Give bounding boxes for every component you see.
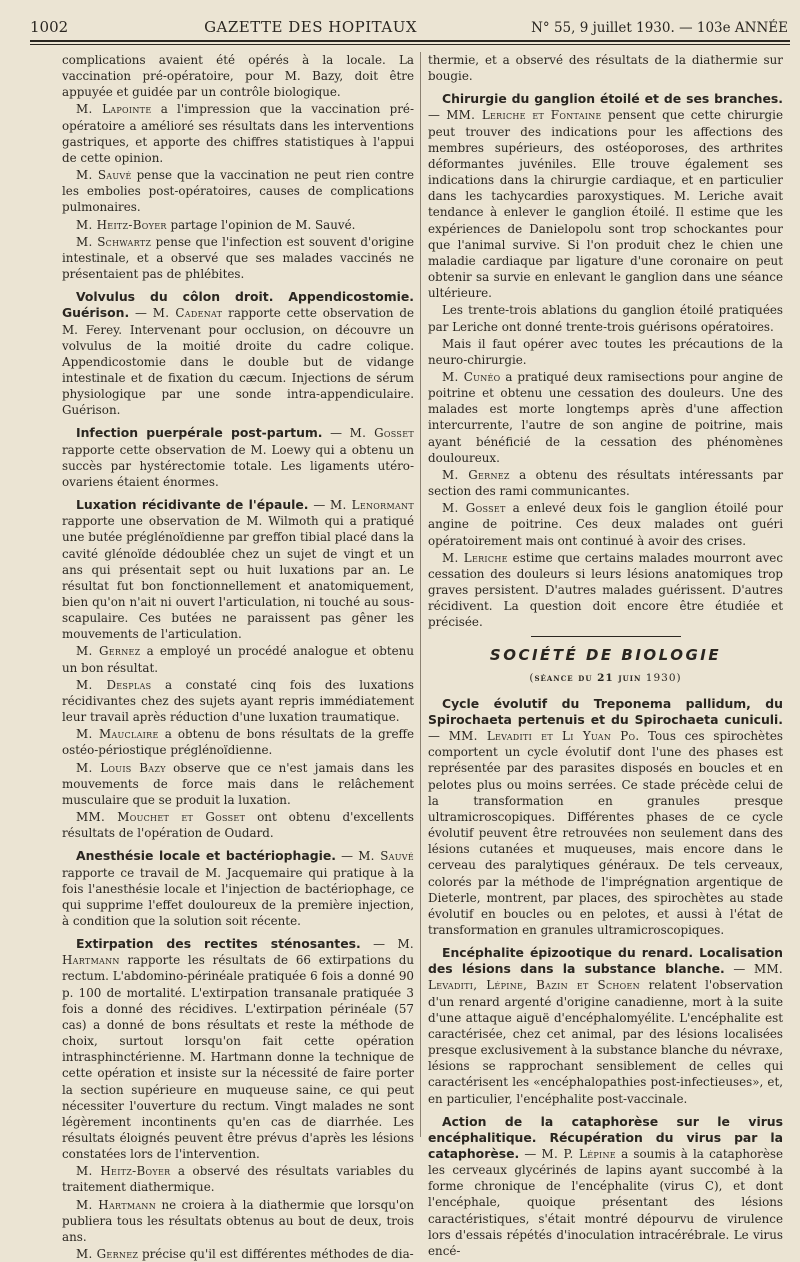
section-title: Cycle évolutif du Treponema pallidum, du Spirochaeta pertenuis et du Spirochaeta cuniculi. — [428, 695, 783, 727]
section-rule — [531, 636, 681, 637]
issue-info: N° 55, 9 juillet 1930. — 103e ANNÉE — [531, 20, 788, 36]
paragraph — [428, 500, 783, 548]
section — [428, 696, 783, 938]
paragraph-text: a observé des résultats variables du traitement diathermique. — [62, 1164, 414, 1195]
author-name: M. Mauclaire — [76, 727, 159, 742]
dash: — — [129, 306, 153, 321]
author-name: M. P. Lépine — [541, 1147, 616, 1161]
section-text: . Tous ces spirochètes comportent un cycle évolutif dont l'une des phases est représentée par des parasites disposés en boucles et en pelotes plus ou moins serrées. Ce stade précède celui de la transformation en granules presque ultramicroscopiques. Différentes phases de ce cycle évolutif peuvent être retrouvées non seulement dans des lésions cutanées et muqueuses, mais encore dans le cerveau des paralytiques généraux. De tels cerveaux, colorés par la méthode de l'imprégnation argentique de Dieterle, montrent, par places, des spirochètes au stade évolutif en boucles ou en pelotes, et aussi à l'état de transformation en granules ultramicroscopiques. — [428, 729, 783, 937]
column-divider — [420, 52, 421, 1137]
paragraph — [62, 167, 414, 215]
paragraph-text: pense que la vaccination ne peut rien contre les embolies post-opératoires, causes de complications pulmonaires. — [62, 168, 414, 215]
paragraph — [62, 643, 414, 675]
section — [428, 91, 783, 301]
paren: ( — [529, 671, 535, 684]
section — [62, 497, 414, 642]
section-title: Anesthésie locale et bactériophagie. — [76, 848, 336, 864]
page-number: 1002 — [30, 18, 69, 36]
section-title: Infection puerpérale post-partum. — [76, 425, 323, 441]
section — [428, 1114, 783, 1259]
paragraph-text: observe que ce n'est jamais dans les mouvements de force mais dans le relâchement musculaire que se produit la luxation. — [62, 760, 414, 807]
section-title: Chirurgie du ganglion étoilé et de ses branches. — [442, 91, 783, 107]
section-title: Volvulus du côlon droit. Appendicostomie. Guérison. — [62, 289, 414, 321]
author-name: M. Schwartz — [76, 234, 152, 249]
author-name: M. Hartmann — [62, 937, 415, 968]
author-name: M. Heitz-Boyer — [76, 1164, 171, 1179]
dash: — — [335, 849, 359, 864]
section-title: Encéphalite épizootique du renard. Localisation des lésions dans la substance blanche. — [428, 945, 783, 977]
dash: — — [519, 1147, 542, 1161]
section-text: rapporte cette observation de M. Loewy qui a obtenu un succès par hystérectomie totale. Les ligaments utéro-ovariens étaient énormes. — [62, 442, 414, 489]
paragraph — [62, 760, 414, 808]
paragraph — [428, 369, 783, 466]
dash: — — [428, 729, 449, 744]
session-date: séance du 21 juin — [534, 671, 642, 684]
author-name: M. Gernez — [76, 1247, 139, 1262]
dash: — — [428, 108, 447, 123]
society-subtitle — [428, 670, 783, 686]
section-text: rapporte une observation de M. Wilmoth qui a pratiqué une butée préglénoïdienne par greffon tibial placé dans la cavité glénoïde dédoublée chez un sujet de vingt et un ans qui présentait sept ou huit luxations par an. Le résultat fut bon fonctionnellement et anatomiquement, bien qu'on n'ait ni ouvert l'articulation, ni touché au sous-scapulaire. Ces butées ne paraissent pas gêner les mouvements de l'articulation. — [62, 514, 414, 642]
page-header — [30, 10, 788, 36]
paragraph: complications avaient été opérés à la locale. La vaccination pré-opératoire, pour M. Bazy, doit être appuyée et guidée par un contrôle biologique. — [62, 53, 414, 100]
author-name: MM. Levaditi, Lépine, Bazin et Schoen — [428, 962, 783, 993]
dash: — — [724, 962, 754, 977]
author-name: MM. Mouchet et Gosset — [76, 810, 246, 825]
section — [62, 425, 414, 490]
society-title: SOCIÉTÉ DE BIOLOGIE — [489, 646, 722, 665]
author-name: M. Gernez — [442, 467, 510, 482]
paragraph-text: a employé un procédé analogue et obtenu un bon résultat. — [62, 644, 414, 675]
header-rule-thin — [30, 44, 790, 45]
section — [428, 945, 783, 1107]
paragraph — [62, 234, 414, 282]
paragraph-text: précise qu'il est différentes méthodes de dia- — [138, 1247, 414, 1262]
author-name: M. Louis Bazy — [76, 760, 166, 775]
session-year: 1930) — [641, 671, 682, 684]
dash: — — [322, 426, 350, 441]
author-name: M. Gosset — [442, 501, 506, 516]
paragraph-text: ont obtenu d'excellents résultats de l'opération de Oudard. — [62, 810, 414, 841]
section-text: a soumis à la cataphorèse les cerveaux glycérinés de lapins ayant succombé à la forme chronique de l'encéphalite (virus C), et dont l'encéphale, quoique présentant des lésions caractéristiques, s'était montré dépourvu de virulence lors d'essais répétés d'inoculation intracérébrale. Le virus encé- — [428, 1147, 783, 1258]
author-name: M. Heitz-Boyer — [76, 217, 167, 232]
paragraph — [62, 677, 414, 725]
paragraph — [62, 1197, 414, 1245]
section-text: rapporte cette observation de M. Ferey. Intervenant pour occlusion, on découvre un volvulus de la moitié droite du cadre colique. Appendicostomie dans le double but de vidange intestinale et de fixation du cæcum. Injections de sérum physiologique par une sonde intra-appendiculaire. Guérison. — [62, 306, 415, 418]
author-name: M. Desplas — [76, 677, 152, 692]
paragraph-text: partage l'opinion de M. Sauvé. — [166, 217, 356, 232]
author-name: M. Sauvé — [358, 849, 415, 864]
paragraph-text: ne croiera à la diathermie que lorsqu'on publiera tous les résultats obtenus au bout de deux, trois ans. — [62, 1197, 415, 1244]
paragraph-text: a pratiqué deux ramisections pour angine de poitrine et obtenu une cessation des douleurs. Une des malades est morte longtemps après d'une affection intercurrente, l'autre de son angine de poitrine, mais ayant bénéficié de la cessation des phénomènes douloureux. — [428, 369, 783, 465]
paragraph — [62, 726, 414, 758]
author-name: M. Hartmann — [76, 1197, 157, 1212]
paragraph — [62, 101, 414, 166]
author-name: M. Gosset — [349, 426, 414, 441]
author-name: M. Lenormant — [330, 498, 414, 513]
section — [62, 289, 414, 418]
section-title: Luxation récidivante de l'épaule. — [76, 497, 309, 513]
header-rule — [30, 40, 790, 42]
paragraph — [428, 550, 783, 631]
paragraph — [62, 1246, 414, 1262]
paragraph: Mais il faut opérer avec toutes les précautions de la neuro-chirurgie. — [428, 336, 783, 367]
paragraph — [62, 1163, 414, 1195]
section-title: Action de la cataphorèse sur le virus encéphalitique. Récupération du virus par la cataphorèse. — [428, 1113, 783, 1161]
paragraph-text: a obtenu de bons résultats de la greffe ostéo-périostique préglénoïdienne. — [62, 727, 415, 758]
section — [62, 936, 414, 1162]
section-text: pensent que cette chirurgie peut trouver des indications pour les affections des membres supérieurs, des ostéoporoses, des arthrites déformantes juvéniles. Elle trouve également ses indications dans la chirurgie cardiaque, et en particulier dans les tachycardies paroxystiques. M. Leriche avait tendance à enlever le ganglion étoilé. Il estime que les expériences de Danielopolu sont trop schockantes pour que l'animal survive. Si l'on produit chez le chien une maladie cardiaque par ligature d'une coronaire on peut obtenir sa survie en enlevant le ganglion dans une séance ultérieure. — [428, 108, 783, 301]
paragraph: Les trente-trois ablations du ganglion étoilé pratiquées par Leriche ont donné trente-trois guérisons opératoires. — [428, 303, 783, 334]
right-column — [428, 52, 783, 1258]
author-name: M. Gernez — [76, 644, 141, 659]
paragraph — [62, 217, 414, 233]
author-name: M. Cadenat — [152, 306, 223, 321]
paragraph-text: a obtenu des résultats intéressants par section des rami communicantes. — [428, 467, 783, 499]
dash: — — [308, 498, 331, 513]
left-column — [62, 52, 415, 1262]
section — [62, 848, 414, 929]
author-name: M. Cunéo — [442, 369, 501, 384]
author-name: M. Sauvé — [76, 168, 132, 183]
paragraph-text: a enlevé deux fois le ganglion étoilé pour angine de poitrine. Ces deux malades ont guéri opératoirement mais ont continué à avoir des crises. — [428, 501, 783, 548]
paragraph — [62, 809, 414, 841]
section-text: relatent l'observation d'un renard argenté d'origine canadienne, mort à la suite d'une attaque aiguë d'encéphalomyélite. L'encéphalite est caractérisée, chez cet animal, par des lésions localisées presque exclusivement à la substance blanche du névraxe, lésions se rapprochant sensiblement de celles qui caractérisent les «encéphalopathies post-infectieuses», et, en particulier, l'encéphalite post-vaccinale. — [428, 978, 783, 1106]
section-title: Extirpation des rectites sténosantes. — [76, 936, 361, 952]
paragraph — [428, 467, 783, 499]
paragraph-text: estime que certains malades mourront avec cessation des douleurs si leurs lésions anatomiques trop graves persistent. D'autres malades guérissent. D'autres récidivent. La question doit encore être étudiée et précisée. — [428, 550, 783, 630]
section-text: rapporte les résultats de 66 extirpations du rectum. L'abdomino-périnéale pratiquée 6 fois a donné 90 p. 100 de mortalité. L'extirpation transanale pratiquée 3 fois a donné des récidives. L'extirpation périnéale (57 cas) a donné de bons résultats et reste la méthode de choix, surtout lorsqu'on fait cette opération intrasphinctérienne. M. Hartmann donne la technique de cette opération et insiste sur la nécessité de faire porter la section supérieure en muqueuse saine, ce qui peut nécessiter l'ouverture du rectum. Vingt malades ne sont légèrement incontinents qu'en cas de diarrhée. Les résultats éloignés peuvent être prévus d'après les lésions constatées lors de l'intervention. — [62, 953, 414, 1162]
author-name: MM. Levaditi et Li Yuan Po — [448, 729, 636, 744]
author-name: MM. Leriche et Fontaine — [446, 108, 602, 123]
paragraph-text: pense que l'infection est souvent d'origine intestinale, et a observé que ses malades vaccinés ne présentaient pas de phlébites. — [62, 234, 414, 282]
paragraph-text: a l'impression que la vaccination pré-opératoire a amélioré ses résultats dans les interventions gastriques, et apporte des chiffres statistiques à l'appui de cette opinion. — [62, 102, 414, 165]
author-name: M. Lapointe — [76, 102, 152, 117]
paragraph-text: a constaté cinq fois des luxations récidivantes chez des sujets ayant repris immédiatement leur travail après réduction d'une luxation traumatique. — [62, 677, 414, 725]
journal-title: GAZETTE DES HOPITAUX — [204, 18, 418, 36]
dash: — — [360, 937, 398, 952]
section-text: rapporte ce travail de M. Jacquemaire qui pratique à la fois l'anesthésie locale et l'injection de bactériophage, ce qui supprime l'effet douloureux de la première injection, à condition que la solution soit récente. — [62, 865, 414, 928]
author-name: M. Leriche — [442, 550, 508, 565]
paragraph: thermie, et a observé des résultats de la diathermie sur bougie. — [428, 53, 783, 84]
